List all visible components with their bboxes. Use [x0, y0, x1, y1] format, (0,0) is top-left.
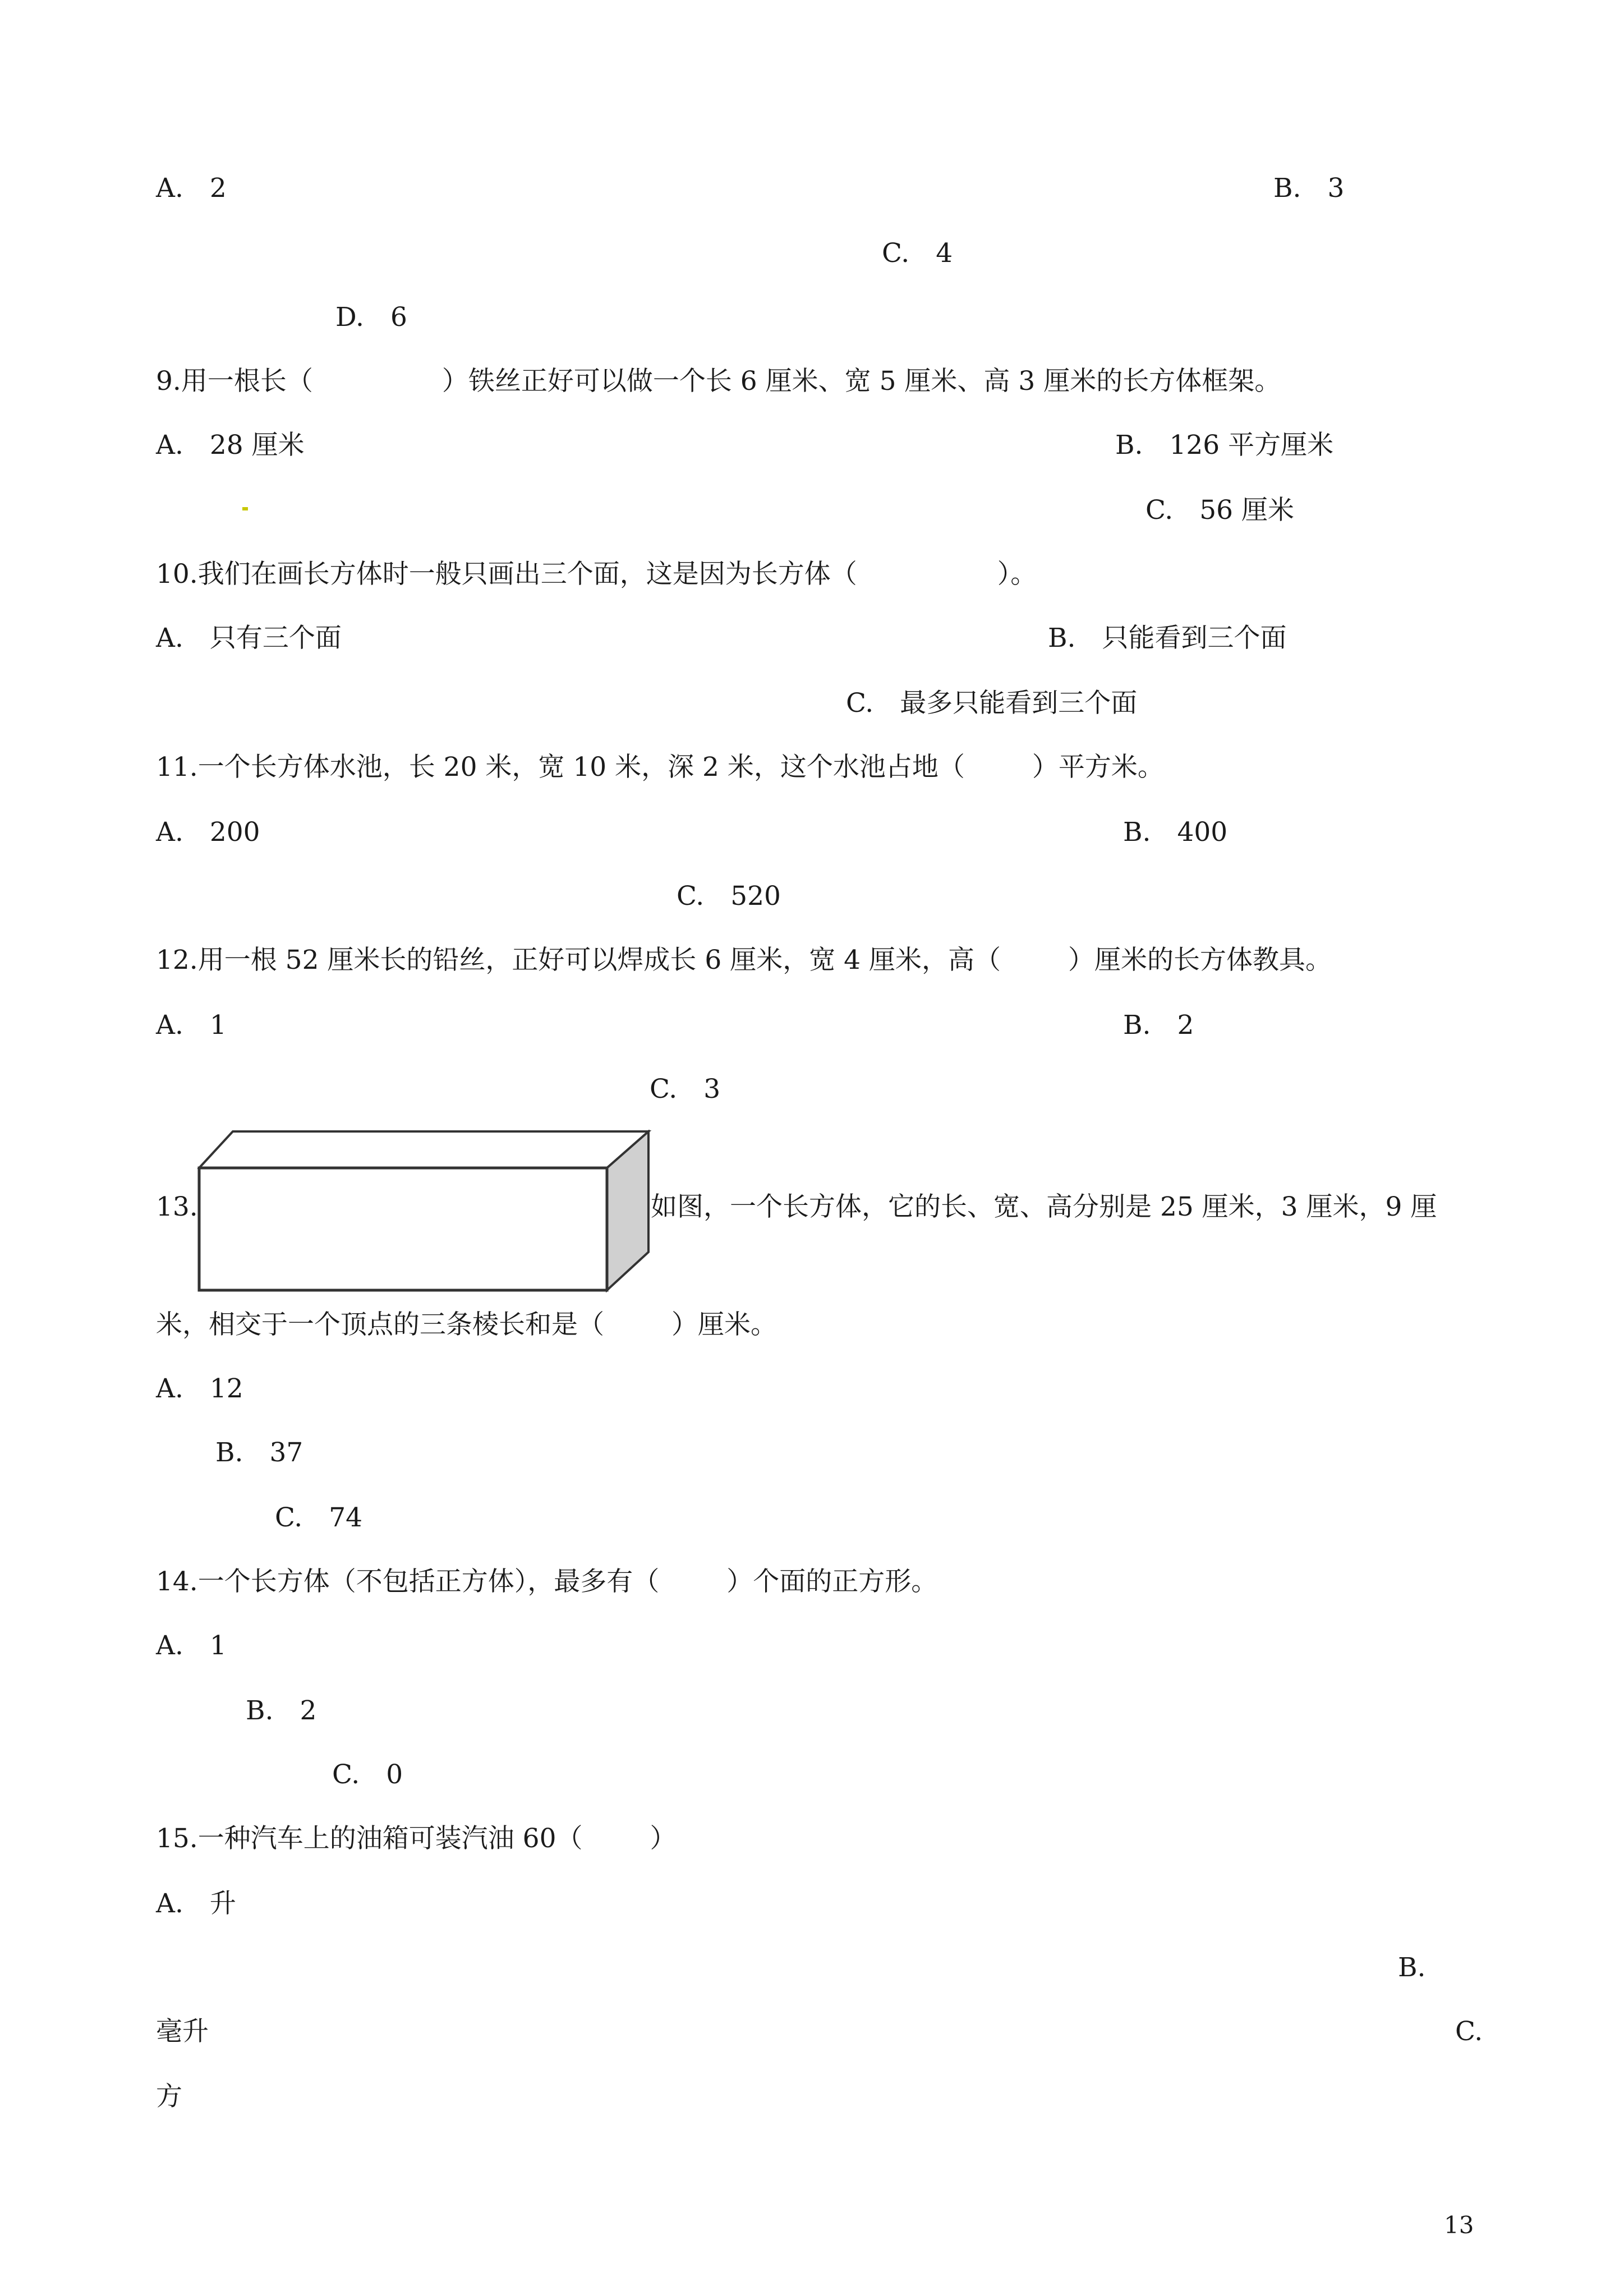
q12-option-b[interactable]: B. 2	[1123, 1010, 1194, 1041]
cuboid-front-face	[199, 1168, 607, 1290]
question-12-stem: 12.用一根 52 厘米长的铅丝，正好可以焊成长 6 厘米，宽 4 厘米，高（ ）厘米的长方体教具。	[156, 945, 1332, 976]
q10-option-a[interactable]: A. 只有三个面	[156, 623, 342, 654]
q11-option-a[interactable]: A. 200	[156, 817, 260, 848]
cuboid-figure	[197, 1130, 652, 1292]
q15-option-b-letter[interactable]: B.	[1398, 1952, 1426, 1983]
question-13-stem-line1: 如图，一个长方体，它的长、宽、高分别是 25 厘米，3 厘米，9 厘	[651, 1191, 1437, 1222]
q13-option-a[interactable]: A. 12	[156, 1373, 243, 1404]
q15-option-c-letter[interactable]: C.	[1455, 2016, 1483, 2047]
q9-option-b[interactable]: B. 126 平方厘米	[1115, 430, 1334, 461]
q12-option-c[interactable]: C. 3	[650, 1074, 721, 1105]
question-15-stem: 15.一种汽车上的油箱可装汽油 60（ ）	[156, 1823, 677, 1854]
option-c[interactable]: C. 4	[882, 238, 953, 269]
q15-option-b-text[interactable]: 毫升	[156, 2016, 209, 2047]
question-13-stem-line2: 米，相交于一个顶点的三条棱长和是（ ）厘米。	[156, 1309, 777, 1340]
q15-option-a[interactable]: A. 升	[156, 1888, 236, 1919]
option-d[interactable]: D. 6	[335, 302, 407, 333]
page-number: 13	[1444, 2211, 1474, 2239]
q14-option-b[interactable]: B. 2	[246, 1695, 317, 1726]
question-10-stem: 10.我们在画长方体时一般只画出三个面，这是因为长方体（ ）。	[156, 559, 1037, 590]
question-13-number: 13.	[156, 1191, 198, 1222]
stray-mark	[242, 507, 248, 510]
q13-option-c[interactable]: C. 74	[275, 1502, 363, 1533]
cuboid-top-face	[199, 1131, 648, 1168]
q13-option-b[interactable]: B. 37	[215, 1437, 303, 1468]
question-14-stem: 14.一个长方体（不包括正方体），最多有（ ）个面的正方形。	[156, 1566, 938, 1597]
q10-option-c[interactable]: C. 最多只能看到三个面	[846, 688, 1138, 719]
option-b[interactable]: B. 3	[1273, 173, 1345, 204]
q15-option-c-text[interactable]: 方	[156, 2081, 182, 2112]
option-a[interactable]: A. 2	[156, 173, 227, 204]
q9-option-c[interactable]: C. 56 厘米	[1145, 495, 1294, 526]
q14-option-c[interactable]: C. 0	[332, 1759, 403, 1790]
question-9-stem: 9.用一根长（ ）铁丝正好可以做一个长 6 厘米、宽 5 厘米、高 3 厘米的长方体框架。	[156, 366, 1281, 397]
q12-option-a[interactable]: A. 1	[156, 1010, 227, 1041]
q10-option-b[interactable]: B. 只能看到三个面	[1048, 623, 1287, 654]
q11-option-c[interactable]: C. 520	[677, 881, 781, 912]
q14-option-a[interactable]: A. 1	[156, 1630, 227, 1661]
question-11-stem: 11.一个长方体水池，长 20 米，宽 10 米，深 2 米，这个水池占地（ ）平方米。	[156, 752, 1164, 783]
q9-option-a[interactable]: A. 28 厘米	[156, 430, 305, 461]
q11-option-b[interactable]: B. 400	[1123, 817, 1228, 848]
